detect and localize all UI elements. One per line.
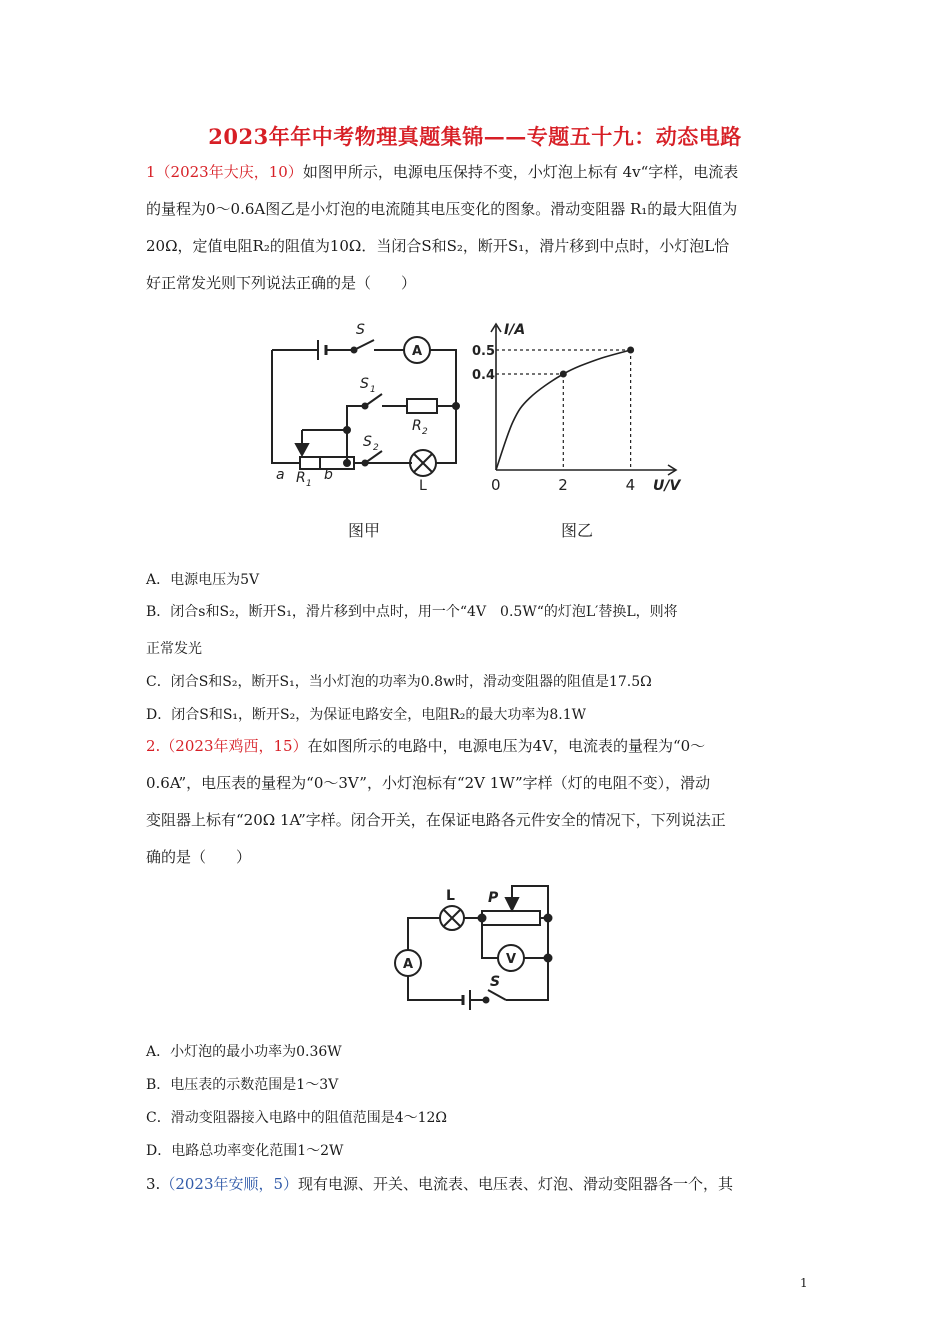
wire-slider bbox=[302, 430, 347, 463]
label-s1: S bbox=[360, 376, 369, 392]
data-point bbox=[627, 347, 634, 354]
label-a: a bbox=[276, 467, 285, 483]
document-title: 2023年年中考物理真题集锦——专题五十九：动态电路 bbox=[208, 124, 742, 149]
q1-option-c: C．闭合S和S₂，断开S₁，当小灯泡的功率为0.8w时，滑动变阻器的阻值是17.5Ω bbox=[146, 674, 652, 690]
x-tick-label: 2 bbox=[558, 476, 568, 494]
slider-arrow bbox=[296, 444, 308, 455]
circuit-figure-jia bbox=[262, 318, 472, 550]
q2-line-1: 在如图所示的电路中，电源电压为4V，电流表的量程为“0～ bbox=[307, 737, 706, 755]
r1-resistor bbox=[300, 457, 320, 469]
label-r2: R bbox=[412, 418, 422, 434]
label-r1-sub: 1 bbox=[306, 479, 312, 489]
q2-option-b: B．电压表的示数范围是1～3V bbox=[146, 1077, 339, 1093]
q1-source: 1（2023年大庆，10） bbox=[146, 163, 303, 181]
label-s1-sub: 1 bbox=[370, 385, 376, 395]
x-axis-label: U/V bbox=[653, 478, 681, 494]
data-point bbox=[560, 371, 567, 378]
wire bbox=[408, 918, 440, 950]
label-ammeter: A bbox=[412, 344, 423, 359]
page-number: 1 bbox=[800, 1276, 808, 1290]
question-2 bbox=[146, 728, 810, 876]
q1-line-3: 20Ω，定值电阻R₂的阻值为10Ω．当闭合S和S₂，断开S₁，滑片移到中点时，小灯泡L恰 bbox=[146, 237, 730, 255]
switch-s1-blade bbox=[365, 394, 382, 406]
label-s2: S bbox=[363, 434, 372, 450]
switch-blade bbox=[488, 990, 506, 1000]
caption-yi: 图乙 bbox=[561, 521, 594, 540]
label-lamp: L bbox=[446, 888, 455, 904]
slider-arrow bbox=[506, 898, 518, 910]
label-switch: S bbox=[490, 974, 501, 990]
caption-jia: 图甲 bbox=[348, 521, 381, 540]
wire bbox=[408, 976, 463, 1000]
q2-source: 2.（2023年鸡西，15） bbox=[146, 737, 308, 755]
q2-line-4: 确的是（ ） bbox=[146, 848, 252, 866]
q3-source: （2023年安顺，5） bbox=[160, 1175, 299, 1193]
r2-resistor bbox=[407, 399, 437, 413]
q2-option-a: A．小灯泡的最小功率为0.36W bbox=[146, 1044, 342, 1060]
q2-line-3: 变阻器上标有“20Ω 1A”字样。闭合开关，在保证电路各元件安全的情况下，下列说法正 bbox=[146, 811, 726, 829]
label-r1: R bbox=[296, 470, 306, 486]
q1-option-d: D．闭合S和S₁，断开S₂，为保证电路安全，电阻R₂的最大功率为8.1W bbox=[146, 707, 587, 723]
x-tick-label: 0 bbox=[491, 476, 501, 494]
label-b: b bbox=[324, 467, 333, 483]
question-3 bbox=[146, 1173, 733, 1194]
label-s: S bbox=[356, 322, 365, 338]
x-tick-label: 4 bbox=[625, 476, 636, 494]
y-tick-label: 0.4 bbox=[472, 368, 496, 383]
label-slider: P bbox=[488, 890, 499, 906]
circuit-figure-q2 bbox=[388, 878, 568, 1013]
wire bbox=[436, 406, 456, 463]
q1-option-a: A．电源电压为5V bbox=[146, 572, 260, 588]
wire bbox=[272, 350, 300, 463]
wire bbox=[430, 350, 456, 406]
q1-line-1: 如图甲所示，电源电压保持不变，小灯泡上标有 4v“字样，电流表 bbox=[302, 163, 739, 181]
label-ammeter: A bbox=[403, 957, 414, 972]
q1-option-b: B．闭合s和S₂，断开S₁，滑片移到中点时，用一个“4V 0.5W“的灯泡L′替换L，则将 bbox=[146, 604, 678, 620]
label-s2-sub: 2 bbox=[373, 443, 379, 453]
y-axis-label: I/A bbox=[504, 322, 526, 338]
rheostat-body bbox=[482, 911, 540, 925]
q2-option-d: D．电路总功率变化范围1～2W bbox=[146, 1143, 344, 1159]
switch-s-blade bbox=[354, 340, 374, 350]
wire bbox=[347, 406, 365, 430]
q1-line-4: 好正常发光则下列说法正确的是（ ） bbox=[146, 274, 417, 292]
q2-option-c: C．滑动变阻器接入电路中的阻值范围是4～12Ω bbox=[146, 1110, 448, 1126]
question-1 bbox=[146, 154, 810, 302]
q1-line-2: 的量程为0～0.6A图乙是小灯泡的电流随其电压变化的图象。滑动变阻器 R₁的最大阻值为 bbox=[146, 200, 738, 218]
iu-graph-yi bbox=[470, 318, 690, 550]
q2-line-2: 0.6A”，电压表的量程为“0～3V”，小灯泡标有“2V 1W”字样（灯的电阻不变），滑动 bbox=[146, 774, 711, 792]
wire-slider bbox=[512, 886, 548, 918]
label-r2-sub: 2 bbox=[422, 427, 428, 437]
q1-option-b-continued: 正常发光 bbox=[146, 641, 202, 657]
label-lamp: L bbox=[419, 478, 427, 494]
label-voltmeter: V bbox=[506, 952, 517, 967]
q3-number: 3. bbox=[146, 1175, 161, 1193]
y-tick-label: 0.5 bbox=[472, 344, 496, 359]
junction bbox=[344, 460, 350, 466]
q3-text: 现有电源、开关、电流表、电压表、灯泡、滑动变阻器各一个，其 bbox=[298, 1175, 734, 1193]
